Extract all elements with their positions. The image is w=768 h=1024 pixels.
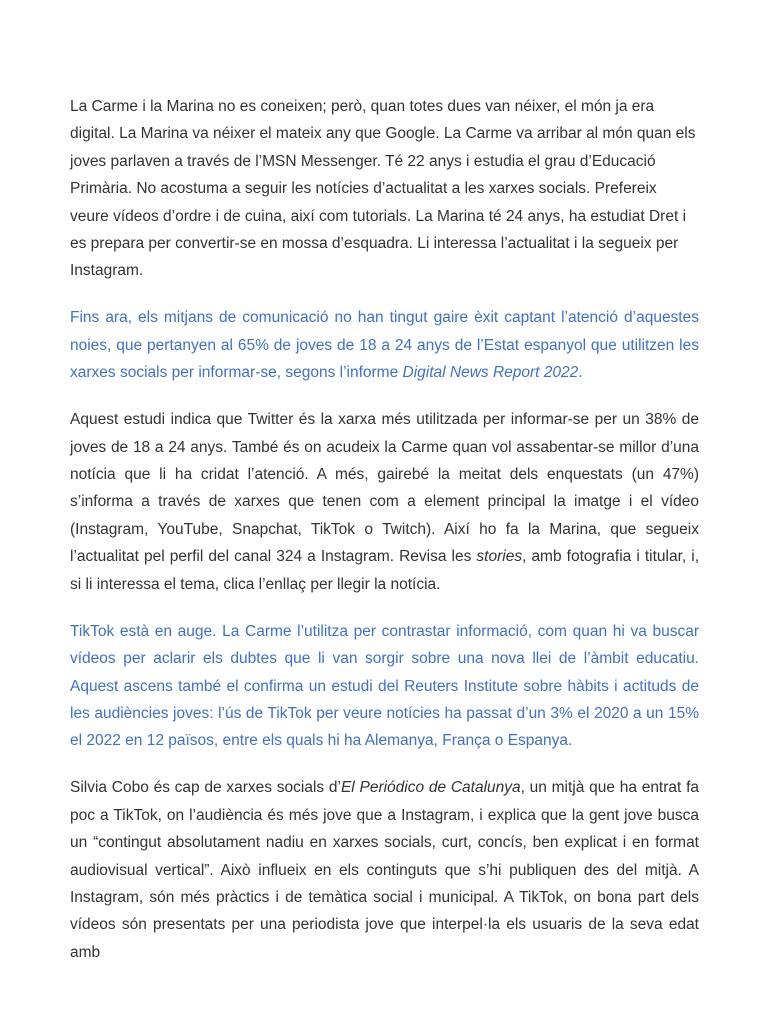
- paragraph-2: [70, 304, 699, 386]
- report-title: Digital News Report 2022: [402, 364, 579, 382]
- paragraph-3-text: Aquest estudi indica que Twitter és la xarxa més utilitzada per informar-se per un 38% de joves de 18 a 24 anys. També és on acudeix la Carme quan vol assabentar-se millor d’una notícia que li ha cridat l’atenció. A més, gairebé la meitat dels enquestats (un 47%) s’informa a través de xarxes que tenen com a element principal la imatge i el vídeo (Instagram, YouTube, Snapchat, TikTok o Twitch). Així ho fa la Marina, que segueix l’actualitat pel perfil del canal 324 a Instagram. Revisa les: [70, 411, 699, 566]
- stories-term: stories: [476, 548, 523, 566]
- paragraph-4-text: TikTok està en auge. La Carme l’utilitza per contrastar informació, com quan hi va buscar vídeos per aclarir els dubtes que li van sorgir sobre una nova llei de l’àmbit educatiu. Aquest ascens també el confirma un estudi del Reuters Institute sobre hàbits i actituds de les audiències joves: l’ús de TikTok per veure notícies ha passat d’un 3% el 2020 a un 15% el 2022 en 12 països, entre els quals hi ha Alemanya, França o Espanya.: [70, 622, 699, 750]
- paragraph-1: [70, 93, 699, 285]
- paragraph-4: [70, 618, 699, 755]
- paragraph-2-end: .: [578, 364, 583, 382]
- paragraph-5-text: Silvia Cobo és cap de xarxes socials d’: [70, 779, 341, 797]
- paragraph-3-end: , amb fotografia i titular, i, si li interessa el tema, clica l’enllaç per llegir la notícia.: [70, 548, 699, 593]
- paragraph-1-text: La Carme i la Marina no es coneixen; però, quan totes dues van néixer, el món ja era digital. La Marina va néixer el mateix any que Google. La Carme va arribar al món quan els joves parlaven a través de l’MSN Messenger. Té 22 anys i estudia el grau d’Educació Primària. No acostuma a seguir les notícies d’actualitat a les xarxes socials. Prefereix veure vídeos d’ordre i de cuina, així com tutorials. La Marina té 24 anys, ha estudiat Dret i es prepara per convertir-se en mossa d’esquadra. Li interessa l’actualitat i la segueix per Instagram.: [70, 98, 696, 280]
- paragraph-3: [70, 406, 699, 598]
- newspaper-name: El Periódico de Catalunya: [340, 779, 521, 797]
- paragraph-5: [70, 774, 699, 966]
- paragraph-5-end: , un mitjà que ha entrat fa poc a TikTok, on l’audiència és més jove que a Instagram, i explica que la gent jove busca un “contingut absolutament nadiu en xarxes socials, curt, concís, ben explicat i en format audiovisual vertical”. Això influeix en els continguts que s’hi publiquen des del mitjà. A Instagram, són més pràctics i de temàtica social i municipal. A TikTok, on bona part dels vídeos són presentats per una periodista jove que interpel·la els usuaris de la seva edat amb: [70, 779, 699, 961]
- document-page: [70, 93, 699, 986]
- paragraph-2-text: Fins ara, els mitjans de comunicació no han tingut gaire èxit captant l’atenció d’aquestes noies, que pertanyen al 65% de joves de 18 a 24 anys de l’Estat espanyol que utilitzen les xarxes socials per informar-se, segons l’informe: [70, 309, 699, 382]
